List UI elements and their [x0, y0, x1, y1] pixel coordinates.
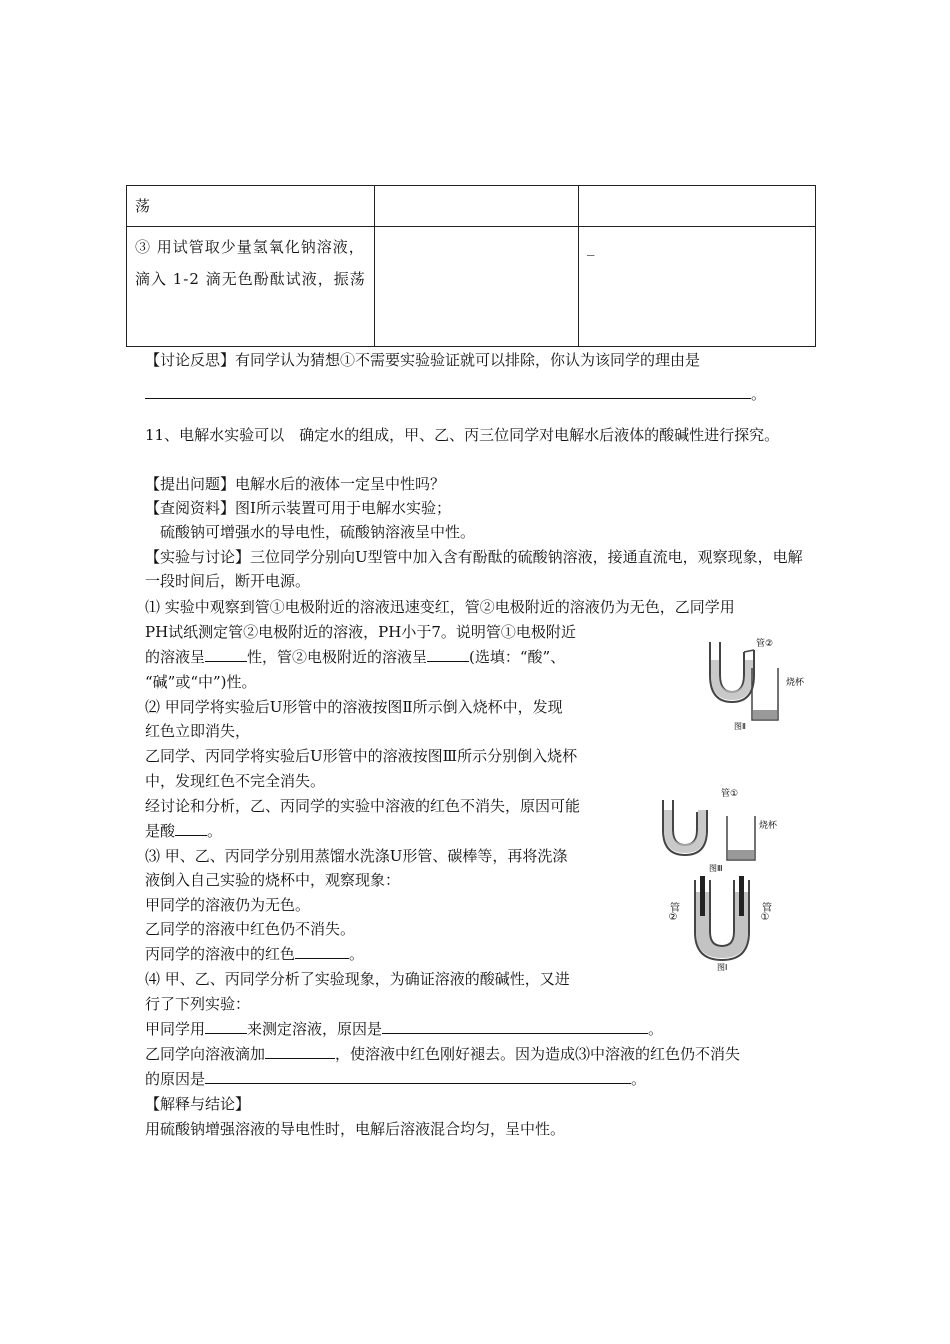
text: 甲同学用: [145, 1020, 206, 1038]
p1-line-a: ⑴ 实验中观察到管①电极附近的溶液迅速变红，管②电极附近的溶液仍为无色，乙同学用: [145, 598, 735, 616]
table-cell: 荡: [127, 186, 375, 227]
answer-blank[interactable]: [205, 1068, 631, 1084]
p3-line-c: 甲同学的溶液仍为无色。: [145, 896, 311, 914]
figure-caption: 图Ⅲ: [709, 864, 723, 873]
p4-line-e: [145, 1068, 646, 1090]
table-cell: _: [579, 227, 816, 347]
problem-label: 【提出问题】: [145, 475, 236, 493]
problem-text: 电解水后的液体一定呈中性吗？: [235, 475, 446, 493]
answer-blank[interactable]: [382, 1018, 648, 1034]
consult-label: 【查阅资料】: [145, 499, 236, 517]
problem-line: [145, 473, 445, 495]
tube-label: 管②: [756, 639, 774, 649]
answer-blank[interactable]: [205, 646, 247, 662]
tube-label: 管①: [721, 789, 739, 799]
p2-line-b: 红色立即消失，: [145, 722, 251, 740]
p1-line-d: “碱”或“中”)性。: [145, 673, 257, 691]
u-tube-pour-diagram: [690, 630, 810, 730]
experiment-text: 三位同学分别向U型管中加入含有酚酞的硫酸钠溶液，接通直流电，观察现象，电解一段时间后，断开电源。: [145, 548, 803, 590]
figure-3: [655, 780, 778, 873]
text: 来测定溶液，原因是: [247, 1020, 383, 1038]
text: 。: [648, 1020, 664, 1038]
text: 丙同学的溶液中的红色: [145, 945, 296, 963]
p4-line-b: 行了下列实验：: [145, 995, 251, 1013]
table-cell: ③ 用试管取少量氢氧化钠溶液，滴入 1-2 滴无色酚酞试液，振荡: [127, 227, 375, 347]
answer-blank[interactable]: [145, 383, 751, 399]
p2-line-d: 中，发现红色不完全消失。: [145, 772, 326, 790]
p2-line-c: 乙同学、丙同学将实验后U形管中的溶液按图Ⅲ所示分别倒入烧杯: [145, 747, 578, 765]
text: 是酸: [145, 822, 176, 840]
electrolysis-u-tube-diagram: [665, 872, 785, 972]
figure-1: [665, 872, 785, 972]
text: 。: [349, 945, 365, 963]
text: 的溶液呈: [145, 648, 206, 666]
tube-label: 管①: [759, 902, 771, 923]
answer-blank[interactable]: [295, 943, 349, 959]
p3-line-d: 乙同学的溶液中红色仍不消失。: [145, 920, 356, 938]
text: 的原因是: [145, 1070, 206, 1088]
experiment-table: [126, 185, 816, 347]
beaker-label: 烧杯: [786, 678, 805, 688]
q11-intro: 11、电解水实验可以 确定水的组成，甲、乙、丙三位同学对电解水后液体的酸碱性进行探究。: [145, 426, 780, 444]
reflection-label: 【讨论反思】: [145, 351, 236, 369]
answer-blank[interactable]: [205, 1018, 247, 1034]
consult-line-2: 硫酸钠可增强水的导电性，硫酸钠溶液呈中性。: [160, 523, 476, 541]
p1-line-b: PH试纸测定管②电极附近的溶液，PH小于7。说明管①电极附近: [145, 623, 576, 641]
u-tube-pour-diagram: [655, 780, 778, 873]
answer-blank[interactable]: [175, 820, 207, 836]
tube-label: 管②: [667, 902, 679, 923]
reflection-text: 有同学认为猜想①不需要实验验证就可以排除，你认为该同学的理由是: [235, 351, 701, 369]
p3-line-e: [145, 943, 364, 965]
figure-2: [690, 630, 810, 730]
text: 。: [631, 1070, 647, 1088]
figure-caption: 图Ⅰ: [717, 963, 728, 972]
conclusion-label: 【解释与结论】: [145, 1095, 251, 1113]
answer-blank[interactable]: [265, 1043, 335, 1059]
consult-line: [145, 497, 451, 519]
table-row: [127, 227, 816, 347]
figure-caption: 图Ⅱ: [734, 722, 746, 731]
p3-line-b: 液倒入自己实验的烧杯中，观察现象：: [145, 871, 401, 889]
answer-blank[interactable]: [427, 646, 469, 662]
text: ，使溶液中红色刚好褪去。因为造成⑶中溶液的红色仍不消失: [335, 1045, 741, 1063]
period: 。: [751, 385, 767, 403]
beaker-label: 烧杯: [759, 821, 778, 831]
text: 。: [207, 822, 223, 840]
experiment-paragraph: [145, 545, 811, 593]
p4-line-c: [145, 1018, 663, 1040]
text: (选填：“酸”、: [469, 648, 566, 666]
text: 乙同学向溶液滴加: [145, 1045, 266, 1063]
p4-line-d: [145, 1043, 740, 1065]
p2-line-e: 经讨论和分析，乙、丙同学的实验中溶液的红色不消失，原因可能: [145, 797, 581, 815]
conclusion-text: 用硫酸钠增强溶液的导电性时，电解后溶液混合均匀，呈中性。: [145, 1120, 566, 1138]
table-row: [127, 186, 816, 227]
p2-line-f: [145, 820, 222, 842]
p2-line-a: ⑵ 甲同学将实验后U形管中的溶液按图Ⅱ所示倒入烧杯中，发现: [145, 698, 563, 716]
reflection-line: [145, 349, 700, 371]
p4-line-a: ⑷ 甲、乙、丙同学分析了实验现象，为确证溶液的酸碱性，又进: [145, 970, 570, 988]
table-cell: [375, 186, 579, 227]
p1-line-c: [145, 646, 565, 668]
consult-text: 图Ⅰ所示装置可用于电解水实验；: [235, 499, 451, 517]
p3-line-a: ⑶ 甲、乙、丙同学分别用蒸馏水洗涤U形管、碳棒等，再将洗涤: [145, 847, 568, 865]
table-cell: [579, 186, 816, 227]
reflection-answer-line: [145, 383, 766, 405]
table-cell: [375, 227, 579, 347]
experiment-label: 【实验与讨论】: [145, 548, 251, 566]
text: 性，管②电极附近的溶液呈: [247, 648, 428, 666]
